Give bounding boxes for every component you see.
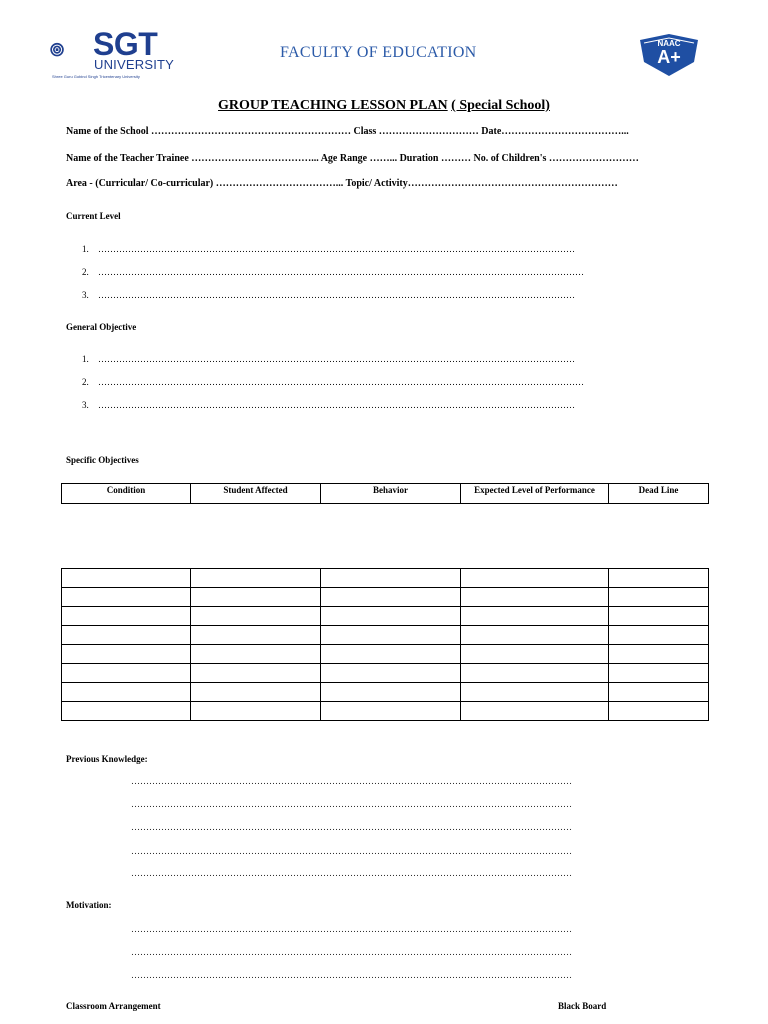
table-cell[interactable] [461, 588, 609, 607]
table-row [62, 569, 709, 588]
list-dots: ……………………………………………………………………………………………………………………………………………… [98, 267, 584, 277]
table-cell[interactable] [321, 626, 461, 645]
table-row [62, 664, 709, 683]
title-sub: ( Special School) [451, 98, 550, 113]
list-dots: …………………………………………………………………………………………………………………………………………… [98, 244, 575, 254]
table-cell[interactable] [321, 702, 461, 721]
table-cell[interactable] [609, 569, 709, 588]
dotted-line: ………………………………………………………………………………………………………………………………… [131, 822, 572, 832]
table-row [62, 607, 709, 626]
table-cell[interactable] [62, 626, 191, 645]
col-condition: Condition [62, 484, 191, 504]
list-item [82, 377, 584, 387]
table-cell[interactable] [62, 607, 191, 626]
dotted-line: ………………………………………………………………………………………………………………………………… [131, 970, 572, 980]
list-dots: …………………………………………………………………………………………………………………………………………… [98, 290, 575, 300]
table-cell[interactable] [62, 664, 191, 683]
col-dead-line: Dead Line [609, 484, 709, 504]
naac-grade: A+ [657, 47, 681, 67]
logo-name: SGT [93, 26, 158, 62]
table-cell[interactable] [191, 569, 321, 588]
specific-objectives-heading: Specific Objectives [66, 455, 139, 465]
table-cell[interactable] [609, 664, 709, 683]
dotted-line: ………………………………………………………………………………………………………………………………… [131, 924, 572, 934]
table-cell[interactable] [191, 702, 321, 721]
table-cell[interactable] [609, 588, 709, 607]
faculty-title: FACULTY OF EDUCATION [280, 44, 477, 61]
col-student-affected: Student Affected [191, 484, 321, 504]
info-line-area: Area - (Curricular/ Co-curricular) ………………………………... Topic/ Activity……………………………………………………… [66, 178, 618, 189]
list-item [82, 244, 575, 254]
logo-subtitle: UNIVERSITY [94, 57, 175, 72]
sgt-emblem-icon [50, 30, 92, 72]
table-cell[interactable] [62, 683, 191, 702]
table-cell[interactable] [609, 645, 709, 664]
list-item [82, 400, 575, 410]
col-expected-level: Expected Level of Performance [461, 484, 609, 504]
list-item [82, 267, 584, 277]
dotted-line: ………………………………………………………………………………………………………………………………… [131, 846, 572, 856]
table-cell[interactable] [461, 607, 609, 626]
current-level-heading: Current Level [66, 211, 121, 221]
objectives-entry-table [61, 568, 709, 721]
table-cell[interactable] [461, 569, 609, 588]
table-cell[interactable] [461, 702, 609, 721]
info-line-school: Name of the School …………………………………………………… Class ………………………… Date………………………………... [66, 126, 629, 137]
table-cell[interactable] [321, 683, 461, 702]
table-cell[interactable] [62, 588, 191, 607]
table-row [62, 588, 709, 607]
table-cell[interactable] [609, 683, 709, 702]
motivation-heading: Motivation: [66, 900, 112, 910]
table-cell[interactable] [62, 569, 191, 588]
table-cell[interactable] [609, 702, 709, 721]
title-main: GROUP TEACHING LESSON PLAN [218, 98, 448, 113]
table-cell[interactable] [191, 645, 321, 664]
dotted-line: ………………………………………………………………………………………………………………………………… [131, 799, 572, 809]
list-number: 3. [82, 290, 89, 300]
black-board-heading: Black Board [558, 1001, 607, 1011]
table-cell[interactable] [191, 626, 321, 645]
table-cell[interactable] [321, 569, 461, 588]
table-cell[interactable] [62, 702, 191, 721]
col-behavior: Behavior [321, 484, 461, 504]
table-cell[interactable] [321, 664, 461, 683]
table-cell[interactable] [461, 664, 609, 683]
table-row [62, 626, 709, 645]
table-cell[interactable] [191, 664, 321, 683]
list-dots: …………………………………………………………………………………………………………………………………………… [98, 354, 575, 364]
classroom-arrangement-heading: Classroom Arrangement [66, 1001, 161, 1011]
dotted-line: ………………………………………………………………………………………………………………………………… [131, 776, 572, 786]
table-cell[interactable] [321, 645, 461, 664]
table-row [62, 702, 709, 721]
dotted-line: ………………………………………………………………………………………………………………………………… [131, 947, 572, 957]
naac-badge [636, 32, 702, 78]
table-cell[interactable] [609, 626, 709, 645]
table-row [62, 645, 709, 664]
table-cell[interactable] [461, 683, 609, 702]
table-header-row [62, 484, 709, 504]
table-cell[interactable] [191, 588, 321, 607]
list-item [82, 290, 575, 300]
table-cell[interactable] [461, 626, 609, 645]
logo-tagline: Shree Guru Gobind Singh Tricentenary University [52, 74, 140, 79]
table-cell[interactable] [62, 645, 191, 664]
list-dots: ……………………………………………………………………………………………………………………………………………… [98, 377, 584, 387]
list-item [82, 354, 575, 364]
objectives-header-table [61, 483, 709, 504]
list-number: 3. [82, 400, 89, 410]
list-dots: …………………………………………………………………………………………………………………………………………… [98, 400, 575, 410]
page-title [0, 98, 768, 114]
table-cell[interactable] [461, 645, 609, 664]
table-cell[interactable] [321, 588, 461, 607]
table-row [62, 683, 709, 702]
list-number: 2. [82, 267, 89, 277]
previous-knowledge-heading: Previous Knowledge: [66, 754, 148, 764]
table-cell[interactable] [191, 607, 321, 626]
table-cell[interactable] [321, 607, 461, 626]
table-cell[interactable] [191, 683, 321, 702]
dotted-line: ………………………………………………………………………………………………………………………………… [131, 868, 572, 878]
table-cell[interactable] [609, 607, 709, 626]
list-number: 1. [82, 354, 89, 364]
list-number: 1. [82, 244, 89, 254]
naac-label: NAAC [657, 39, 681, 48]
general-objective-heading: General Objective [66, 322, 137, 332]
list-number: 2. [82, 377, 89, 387]
info-line-teacher: Name of the Teacher Trainee ………………………………... Age Range ……... Duration ……… No. of Children's ……………………… [66, 153, 639, 164]
